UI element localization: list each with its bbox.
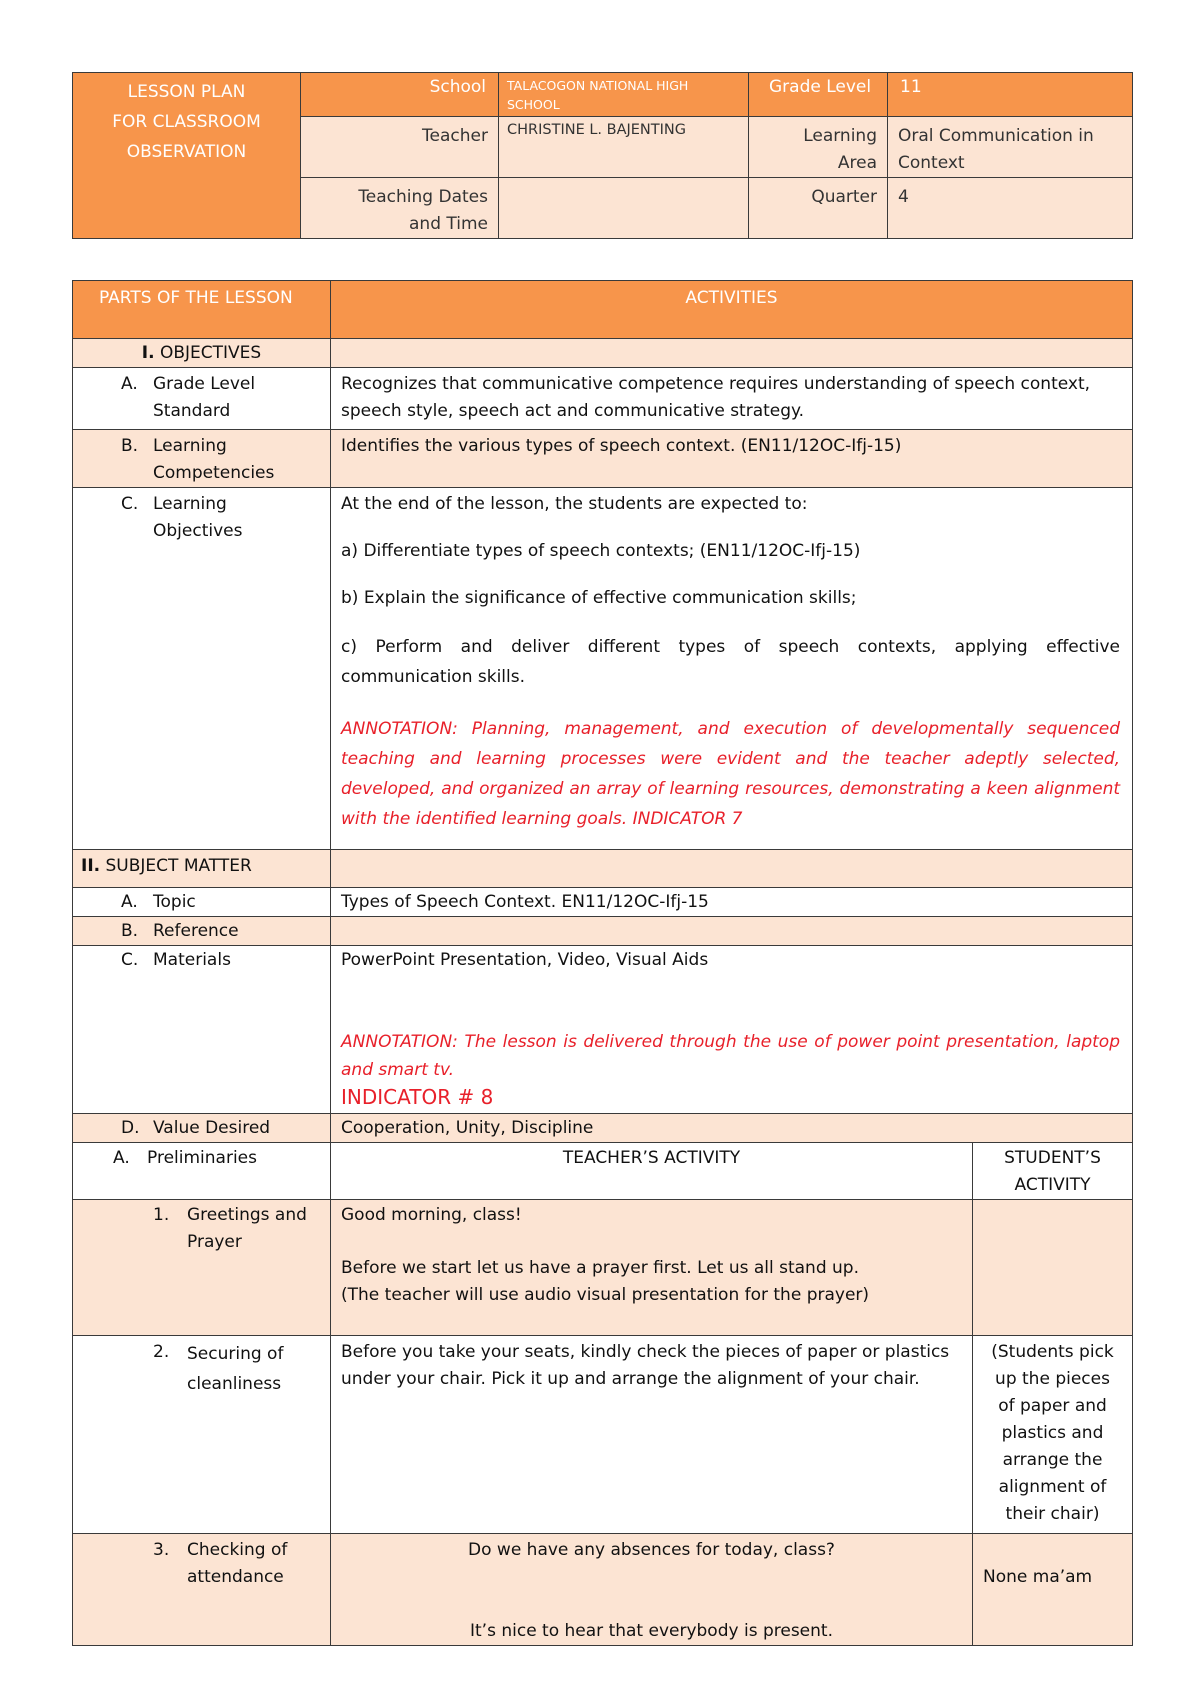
materials-content [331,946,1133,1114]
reference-text [331,917,1133,946]
cleanliness-teacher-activity: Before you take your seats, kindly check the pieces of paper or plastics under your chair. Pick it up and arrange the alignment of your chair. [331,1336,973,1534]
parts-of-lesson-header: PARTS OF THE LESSON [73,281,331,339]
value-desired-label: Value Desired [153,1118,271,1138]
grade-level-value: 11 [888,73,1133,117]
cleanliness-label: Securing of cleanliness [187,1344,284,1394]
quarter-value: 4 [888,178,1133,239]
greetings-teacher-activity: Good morning, class! Before we start let us have a prayer first. Let us all stand up. (The teacher will use audio visual presentation for the prayer) [331,1200,973,1336]
value-desired-row: D. Value Desired Cooperation, Unity, Discipline [73,1114,1133,1143]
objective-item: c) Perform and deliver different types of speech contexts, applying effective communication skills. [341,637,1121,687]
subject-matter-heading: II. SUBJECT MATTER [73,850,331,888]
teacher-value: CHRISTINE L. BAJENTING [499,117,749,178]
learning-area-label: Learning Area [749,117,888,178]
table-header-row [73,281,1133,339]
school-label: School [301,73,499,117]
greetings-row: 1. Greetings and Prayer Good morning, class! Before we start let us have a prayer first. Let us all stand up. (The teacher will use audio visual presentation for the prayer) [73,1200,1133,1336]
lesson-plan-title: LESSON PLAN FOR CLASSROOM OBSERVATION [73,73,301,239]
objective-item: b) Explain the significance of effective communication skills; [341,588,857,608]
objectives-heading-row [73,339,1133,368]
teacher-activity-header: TEACHER’S ACTIVITY [331,1143,973,1200]
activities-header: ACTIVITIES [331,281,1133,339]
indicator-8-annotation: ANNOTATION: The lesson is delivered through the use of power point presentation, laptop and smart tv. [341,1032,1121,1080]
materials-row: C. Materials PowerPoint Presentation, Video, Visual Aids ANNOTATION: The lesson is delivered through the use of power point presentation, laptop and smart tv. INDICATOR # 8 [73,946,1133,1114]
learning-objectives-row: C. Learning Objectives At the end of the lesson, the students are expected to: a) Differentiate types of speech contexts; (EN11/12OC-Ifj-15) b) Explain the significance of effective communication skills; c) Perform and deliver different types of speech contexts, applying effective communication skills. ANNOTATION: Planning, management, and execution of developmentally sequenced teaching and learning processes were evident and the teacher adeptly selected, developed, and organized an array of learning resources, demonstrating a keen alignment with the identified learning goals. INDICATOR 7 [73,488,1133,850]
indicator-8-label: INDICATOR # 8 [341,1085,494,1109]
preliminaries-label: Preliminaries [147,1148,257,1168]
attendance-student-activity: None ma’am [973,1534,1133,1646]
learning-area-value: Oral Communication in Context [888,117,1133,178]
learning-competencies-row: B. Learning Competencies Identifies the various types of speech context. (EN11/12OC-Ifj-15) [73,430,1133,488]
school-value: TALACOGON NATIONAL HIGH SCHOOL [499,73,749,117]
value-desired-text: Cooperation, Unity, Discipline [331,1114,1133,1143]
grade-level-label: Grade Level [749,73,888,117]
teacher-label: Teacher [301,117,499,178]
learning-competencies-text: Identifies the various types of speech context. (EN11/12OC-Ifj-15) [331,430,1133,488]
greetings-label: Greetings and Prayer [187,1205,307,1252]
objectives-intro: At the end of the lesson, the students are expected to: [341,494,808,514]
materials-text: PowerPoint Presentation, Video, Visual Aids [341,950,709,970]
indicator-7-annotation: ANNOTATION: Planning, management, and execution of developmentally sequenced teaching and learning processes were evident and the teacher adeptly selected, developed, and organized an array of learning resources, demonstrating a keen alignment with the identified learning goals. INDICATOR 7 [341,719,1121,829]
reference-row: B. Reference [73,917,1133,946]
lesson-activities-table [72,280,1133,1646]
learning-objectives-content [331,488,1133,850]
student-activity-header: STUDENT’S ACTIVITY [973,1143,1133,1200]
teaching-dates-label: Teaching Dates and Time [301,178,499,239]
learning-competencies-label: Learning Competencies [153,436,275,483]
objectives-heading: I. OBJECTIVES [73,339,331,368]
lesson-plan-header [72,72,1133,239]
grade-level-standard-text: Recognizes that communicative competence requires understanding of speech context, speech style, speech act and communicative strategy. [331,368,1133,430]
objective-item: a) Differentiate types of speech contexts; (EN11/12OC-Ifj-15) [341,541,861,561]
topic-text: Types of Speech Context. EN11/12OC-Ifj-15 [331,888,1133,917]
quarter-label: Quarter [749,178,888,239]
grade-level-standard-row: A. Grade Level Standard Recognizes that communicative competence requires understanding of speech context, speech style, speech act and communicative strategy. [73,368,1133,430]
materials-label: Materials [153,950,231,970]
topic-row: A. Topic Types of Speech Context. EN11/12OC-Ifj-15 [73,888,1133,917]
attendance-row: 3. Checking of attendance Do we have any absences for today, class? It’s nice to hear that everybody is present. None ma’am [73,1534,1133,1646]
preliminaries-header-row: A. Preliminaries TEACHER’S ACTIVITY STUDENT’S ACTIVITY [73,1143,1133,1200]
greetings-student-activity [973,1200,1133,1336]
cleanliness-row: 2. Securing of cleanliness Before you take your seats, kindly check the pieces of paper or plastics under your chair. Pick it up and arrange the alignment of your chair. (Students pick up the pieces of paper and plastics and arrange the alignment of their chair) [73,1336,1133,1534]
teaching-dates-value [499,178,749,239]
cleanliness-student-activity: (Students pick up the pieces of paper and plastics and arrange the alignment of their chair) [973,1336,1133,1534]
grade-level-standard-label: Grade Level Standard [153,374,256,421]
subject-matter-heading-row [73,850,1133,888]
topic-label: Topic [153,892,196,912]
attendance-label: Checking of attendance [187,1540,288,1587]
learning-objectives-label: Learning Objectives [153,494,243,541]
reference-label: Reference [153,921,239,941]
attendance-teacher-activity: Do we have any absences for today, class? It’s nice to hear that everybody is present. [331,1534,973,1646]
